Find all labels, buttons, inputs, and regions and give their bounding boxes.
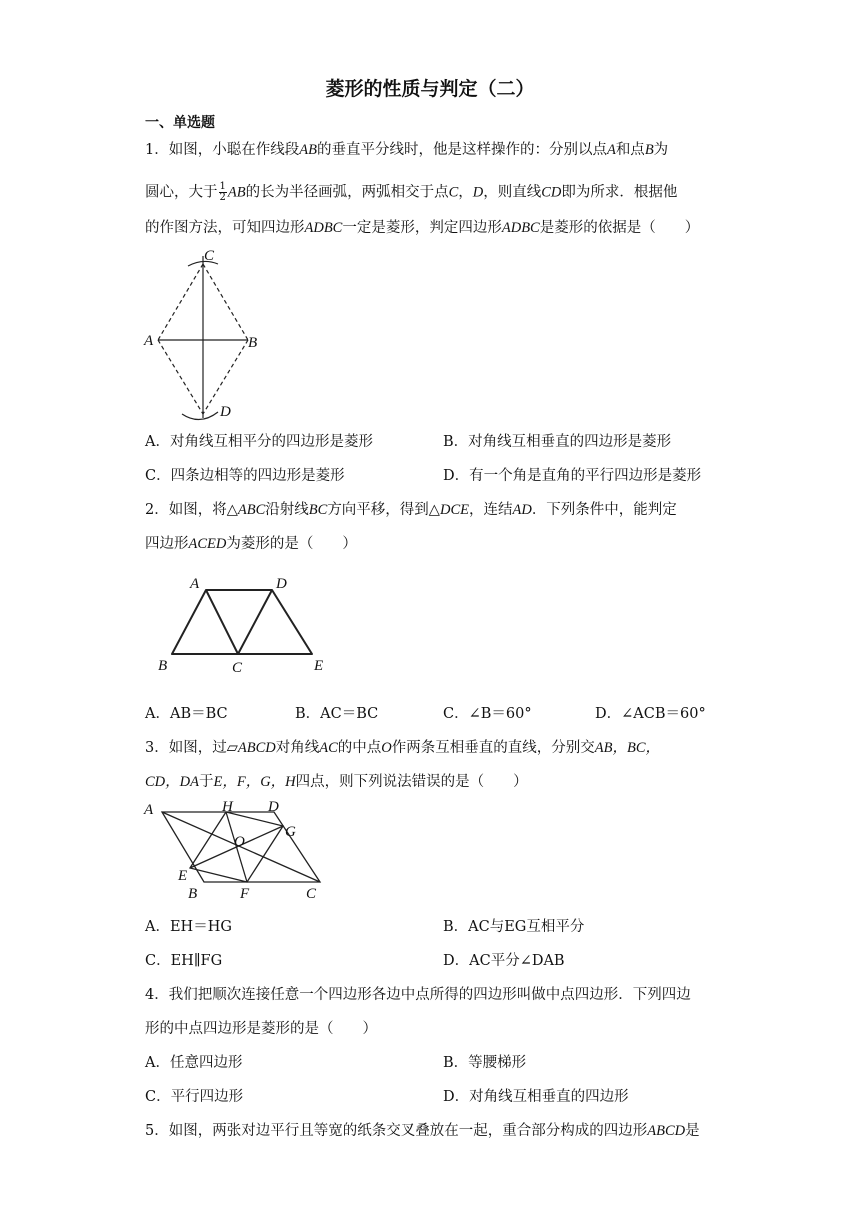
label-a: A	[190, 576, 200, 592]
q1-option-a[interactable]: A．对角线互相平分的四边形是菱形	[145, 434, 373, 450]
label-c: C	[306, 886, 317, 902]
label-c: C	[204, 248, 215, 264]
page-title: 菱形的性质与判定（二）	[325, 78, 535, 100]
q4-option-a[interactable]: A．任意四边形	[145, 1055, 243, 1071]
q1-option-b[interactable]: B．对角线互相垂直的四边形是菱形	[443, 434, 672, 450]
q2-option-b[interactable]: B．AC＝BC	[295, 706, 379, 722]
q1-option-d[interactable]: D．有一个角是直角的平行四边形是菱形	[443, 468, 702, 484]
q1-option-c[interactable]: C．四条边相等的四边形是菱形	[145, 468, 345, 484]
label-e: E	[178, 868, 188, 884]
q4-option-b[interactable]: B．等腰梯形	[443, 1055, 527, 1071]
label-a: A	[144, 333, 154, 349]
label-d: D	[276, 576, 287, 592]
q4-line-2: 形的中点四边形是菱形的是（ ）	[145, 1021, 377, 1037]
label-b: B	[188, 886, 198, 902]
q2-line-1: 2．如图，将△ABC沿射线BC方向平移，得到△DCE，连结AD．下列条件中，能判定	[145, 502, 677, 518]
q3-option-a[interactable]: A．EH＝HG	[145, 919, 232, 935]
q3-option-c[interactable]: C．EH∥FG	[145, 953, 223, 969]
q4-line-1: 4．我们把顺次连接任意一个四边形各边中点所得的四边形叫做中点四边形．下列四边	[145, 987, 691, 1003]
label-g: G	[285, 824, 296, 840]
label-d: D	[220, 404, 231, 420]
q4-option-d[interactable]: D．对角线互相垂直的四边形	[443, 1089, 629, 1105]
q2-option-d[interactable]: D．∠ACB＝60°	[595, 706, 706, 722]
q1-line-1: 1．如图，小聪在作线段AB的垂直平分线时，他是这样操作的：分别以点A和点B为	[145, 142, 669, 158]
q3-option-d[interactable]: D．AC平分∠DAB	[443, 953, 565, 969]
label-a: A	[144, 802, 154, 818]
q1-line-3: 的作图方法，可知四边形ADBC一定是菱形，判定四边形ADBC是菱形的依据是（ ）	[145, 220, 700, 236]
label-o: O	[234, 834, 245, 850]
q3-line-2: CD，DA于E，F，G，H四点，则下列说法错误的是（ ）	[145, 774, 528, 790]
q1-line-2: 圆心，大于 $\frac{1}{2}$ AB的长为半径画弧，两弧相交于点C，D，则直线CD即为所求．根据他	[145, 181, 678, 203]
fraction-half: $\frac{1}{2}$	[219, 181, 226, 203]
q3-figure	[142, 798, 332, 903]
label-h: H	[222, 799, 233, 815]
section-heading: 一、单选题	[145, 115, 215, 131]
q3-option-b[interactable]: B．AC与EG互相平分	[443, 919, 585, 935]
q2-option-a[interactable]: A．AB＝BC	[145, 706, 228, 722]
label-b: B	[158, 658, 168, 674]
q2-figure	[152, 572, 352, 677]
label-f: F	[240, 886, 250, 902]
label-d: D	[268, 799, 279, 815]
q2-line-2: 四边形ACED为菱形的是（ ）	[145, 536, 357, 552]
q2-option-c[interactable]: C．∠B＝60°	[443, 706, 532, 722]
q3-line-1: 3．如图，过▱ABCD对角线AC的中点O作两条互相垂直的直线，分别交AB，BC，	[145, 740, 661, 756]
label-b: B	[248, 335, 258, 351]
label-c: C	[232, 660, 243, 676]
arc-bottom	[182, 412, 218, 420]
q4-option-c[interactable]: C．平行四边形	[145, 1089, 244, 1105]
q5-line-1: 5．如图，两张对边平行且等宽的纸条交叉叠放在一起，重合部分构成的四边形ABCD是	[145, 1123, 700, 1139]
q1-figure	[140, 246, 270, 426]
label-e: E	[314, 658, 324, 674]
